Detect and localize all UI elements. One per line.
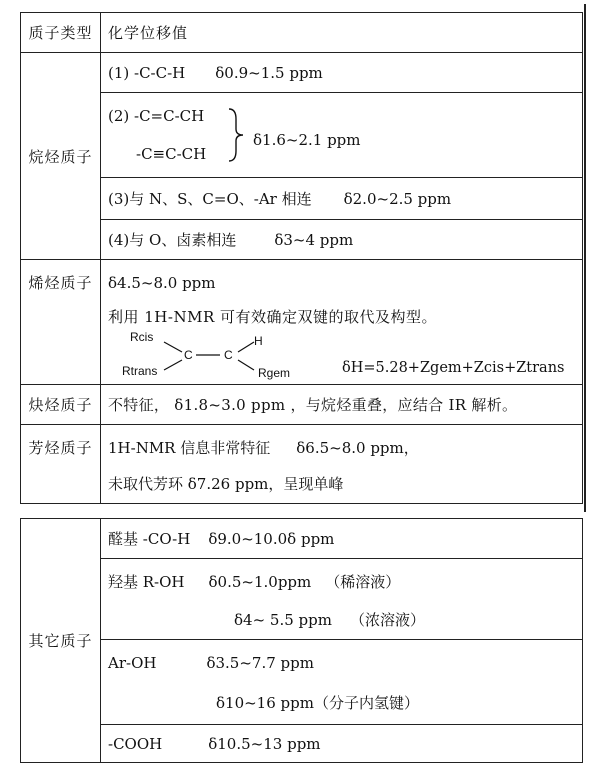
hydroxyl-row [101,559,583,640]
phenol-row [101,640,583,725]
alkene-rgem: Rgem [258,366,291,380]
alkane-row-1 [101,53,583,93]
alkene-shift: δ4.5~8.0 ppm [108,274,216,292]
alkene-rcis: Rcis [130,330,154,344]
phenol-shift2: δ10~16 ppm（分子内氢键） [216,694,419,712]
alkane-r4-text: (4)与 O、卤素相连 [108,231,237,249]
alkane-label: 烷烃质子 [21,53,101,260]
aldehyde-name: 醛基 -CO-H [108,530,191,548]
alkene-note: 利用 1H-NMR 可有效确定双键的取代及构型。 [108,308,438,326]
alkene-label: 烯烃质子 [21,260,101,385]
hydroxyl-shift2: δ4~ 5.5 ppm [234,611,332,629]
header-proton-type: 质子类型 [21,13,101,53]
hydroxyl-shift1: δ0.5~1.0ppm [208,573,312,591]
hydroxyl-cond2: （浓溶液） [349,611,425,629]
alkyne-text: 不特征， δ1.8~3.0 ppm ，与烷烃重叠，应结合 IR 解析。 [108,396,518,414]
alkane-row-2 [101,93,583,178]
alkane-r2-line1: (2) -C=C-CH [108,107,205,125]
alkene-c2: C [224,348,233,362]
aromatic-line1b: δ6.5~8.0 ppm， [296,439,419,457]
alkane-row-4 [101,220,583,260]
alkane-r3-text: (3)与 N、S、C=O、-Ar 相连 [108,190,312,208]
alkene-formula: δH=5.28+Zgem+Zcis+Ztrans [342,360,565,376]
shift-table-other [20,518,583,763]
aromatic-line2: 未取代芳环 δ7.26 ppm，呈现单峰 [108,475,344,493]
hydroxyl-name: 羟基 R-OH [108,573,185,591]
phenol-shift1: δ3.5~7.7 ppm [206,654,314,672]
shift-table-main [20,12,583,504]
alkane-r3-shift: δ2.0~2.5 ppm [343,190,452,208]
header-row [21,13,583,53]
aldehyde-shift: δ9.0~10.0δ ppm [208,530,335,548]
alkene-cell [101,260,583,385]
alkane-row-3 [101,178,583,220]
aromatic-label: 芳烃质子 [21,425,101,504]
header-shift: 化学位移值 [101,13,583,53]
alkene-c1: C [184,348,193,362]
right-edge-line [584,4,586,512]
alkane-r2-shift: δ1.6~2.1 ppm [253,131,361,149]
aldehyde-row [101,519,583,559]
alkyne-cell [101,385,583,425]
alkane-r2-line2: -C≡C-CH [136,145,207,163]
curly-brace-icon [226,107,246,163]
phenol-name: Ar-OH [108,654,157,672]
alkene-rtrans: Rtrans [122,364,158,378]
acid-row [101,725,583,763]
aromatic-cell [101,425,583,504]
aromatic-line1a: 1H-NMR 信息非常特征 [108,439,271,457]
acid-shift: δ10.5~13 ppm [208,734,321,753]
alkane-r1-shift: δ0.9~1.5 ppm [215,63,323,82]
hydroxyl-cond1: （稀溶液） [325,573,401,591]
alkyne-label: 炔烃质子 [21,385,101,425]
acid-name: -COOH [108,734,163,753]
alkene-h: H [254,334,263,348]
alkane-r1-formula: (1) -C-C-H [108,63,186,82]
alkane-r4-shift: δ3~4 ppm [274,231,354,249]
other-label: 其它质子 [21,519,101,763]
